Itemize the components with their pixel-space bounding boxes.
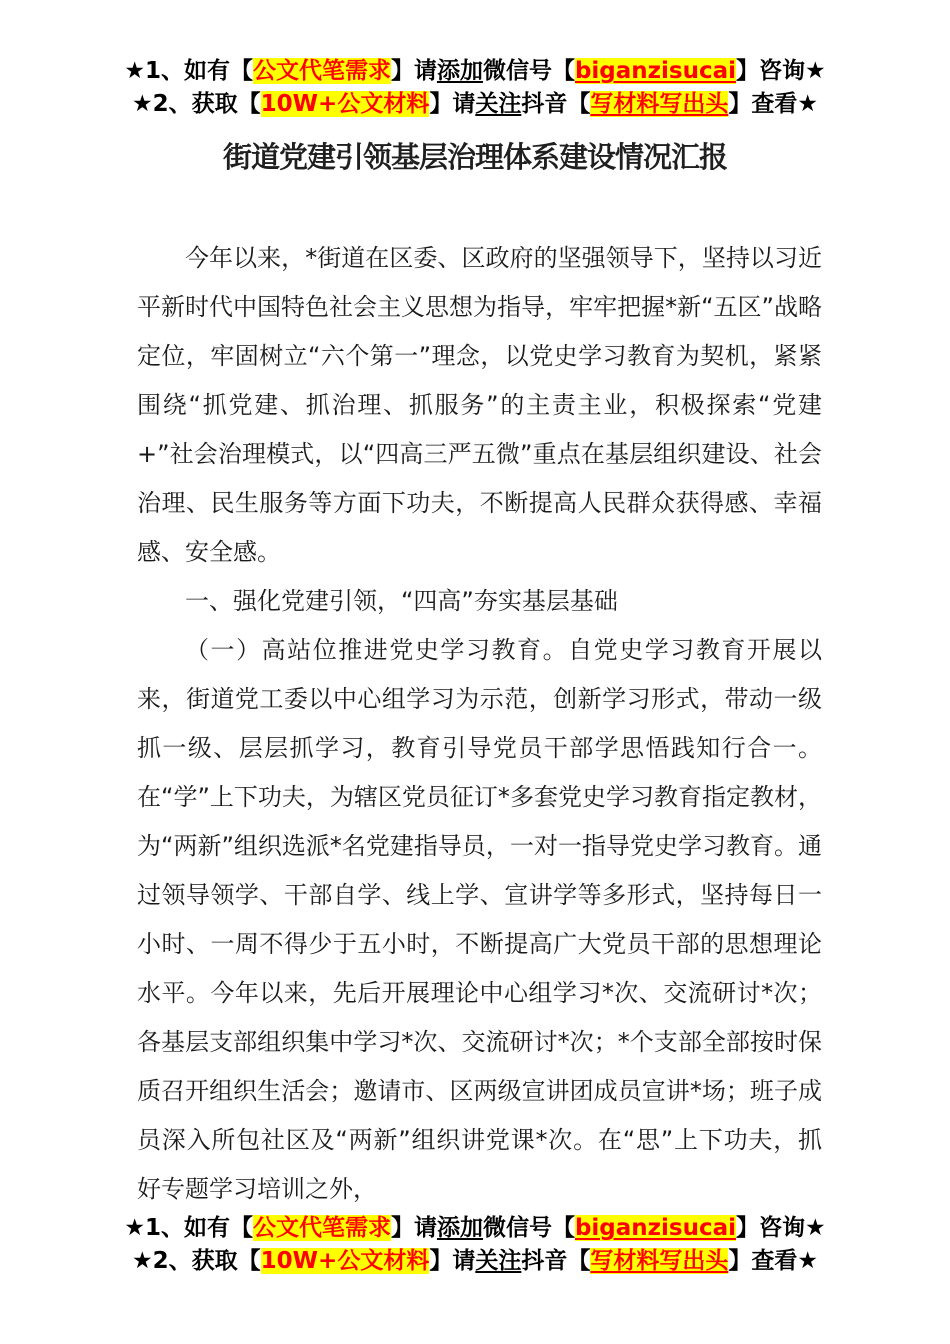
banner-segment: 关注 <box>475 1248 522 1274</box>
banner-segment: 添加 <box>436 1215 483 1241</box>
paragraph-section-heading: 一、强化党建引领，“四高”夯实基层基础 <box>185 587 618 615</box>
banner-segment: 】咨询★ <box>736 58 826 84</box>
promo-banner-line-1 <box>0 1212 950 1245</box>
banner-segment: ★2、获取【 <box>132 1248 261 1274</box>
banner-segment: 微信号【 <box>482 1215 575 1241</box>
banner-segment: 写材料写出头 <box>590 91 729 117</box>
paragraph-intro: 今年以来，*街道在区委、区政府的坚强领导下，坚持以习近平新时代中国特色社会主义思想为指导，牢牢把握*新“五区”战略定位，牢固树立“六个第一”理念，以党史学习教育为契机，紧紧围绕“抓党建、抓治理、抓服务”的主责主业，积极探索“党建+”社会治理模式，以“四高三严五微”重点在基层组织建设、社会治理、民生服务等方面下功夫，不断提高人民群众获得感、幸福感、安全感。 <box>137 244 822 566</box>
paragraph-subsection: （一）高站位推进党史学习教育。自党史学习教育开展以来，街道党工委以中心组学习为示范，创新学习形式，带动一级抓一级、层层抓学习，教育引导党员干部学思悟践知行合一。在“学”上下功夫，为辖区党员征订*多套党史学习教育指定教材，为“两新”组织选派*名党建指导员，一对一指导党史学习教育。通过领导领学、干部自学、线上学、宣讲学等多形式，坚持每日一小时、一周不得少于五小时，不断提高广大党员干部的思想理论水平。今年以来，先后开展理论中心组学习*次、交流研讨*次；各基层支部组织集中学习*次、交流研讨*次；*个支部全部按时保质召开组织生活会；邀请市、区两级宣讲团成员宣讲*场；班子成员深入所包社区及“两新”组织讲党课*次。在“思”上下功夫，抓好专题学习培训之外， <box>137 636 822 1203</box>
banner-segment: 】请 <box>390 58 437 84</box>
banner-segment: 添加 <box>436 58 483 84</box>
banner-segment: 公文代笔需求 <box>252 58 391 84</box>
banner-segment: 抖音【 <box>521 1248 591 1274</box>
banner-segment: 10W+公文材料 <box>260 91 430 117</box>
banner-segment: 抖音【 <box>521 91 591 117</box>
promo-banner-footer <box>0 1212 950 1278</box>
banner-segment: ★1、如有【 <box>124 58 253 84</box>
banner-segment: 】查看★ <box>728 1248 818 1274</box>
promo-banner-line-1 <box>0 55 950 88</box>
banner-segment: ★1、如有【 <box>124 1215 253 1241</box>
banner-segment: 10W+公文材料 <box>260 1248 430 1274</box>
banner-segment: 】请 <box>429 91 476 117</box>
banner-segment: biganzisucai <box>574 1215 737 1241</box>
banner-segment: 】请 <box>390 1215 437 1241</box>
banner-segment: 】查看★ <box>728 91 818 117</box>
promo-banner-header <box>0 0 950 121</box>
banner-segment: 关注 <box>475 91 522 117</box>
promo-banner-line-2 <box>0 1245 950 1278</box>
banner-segment: 写材料写出头 <box>590 1248 729 1274</box>
banner-segment: 】请 <box>429 1248 476 1274</box>
document-title: 街道党建引领基层治理体系建设情况汇报 <box>222 140 727 174</box>
banner-segment: 微信号【 <box>482 58 575 84</box>
promo-banner-line-2 <box>0 88 950 121</box>
banner-segment: 】咨询★ <box>736 1215 826 1241</box>
banner-segment: 公文代笔需求 <box>252 1215 391 1241</box>
document-body <box>0 234 950 1214</box>
banner-segment: ★2、获取【 <box>132 91 261 117</box>
banner-segment: biganzisucai <box>574 58 737 84</box>
